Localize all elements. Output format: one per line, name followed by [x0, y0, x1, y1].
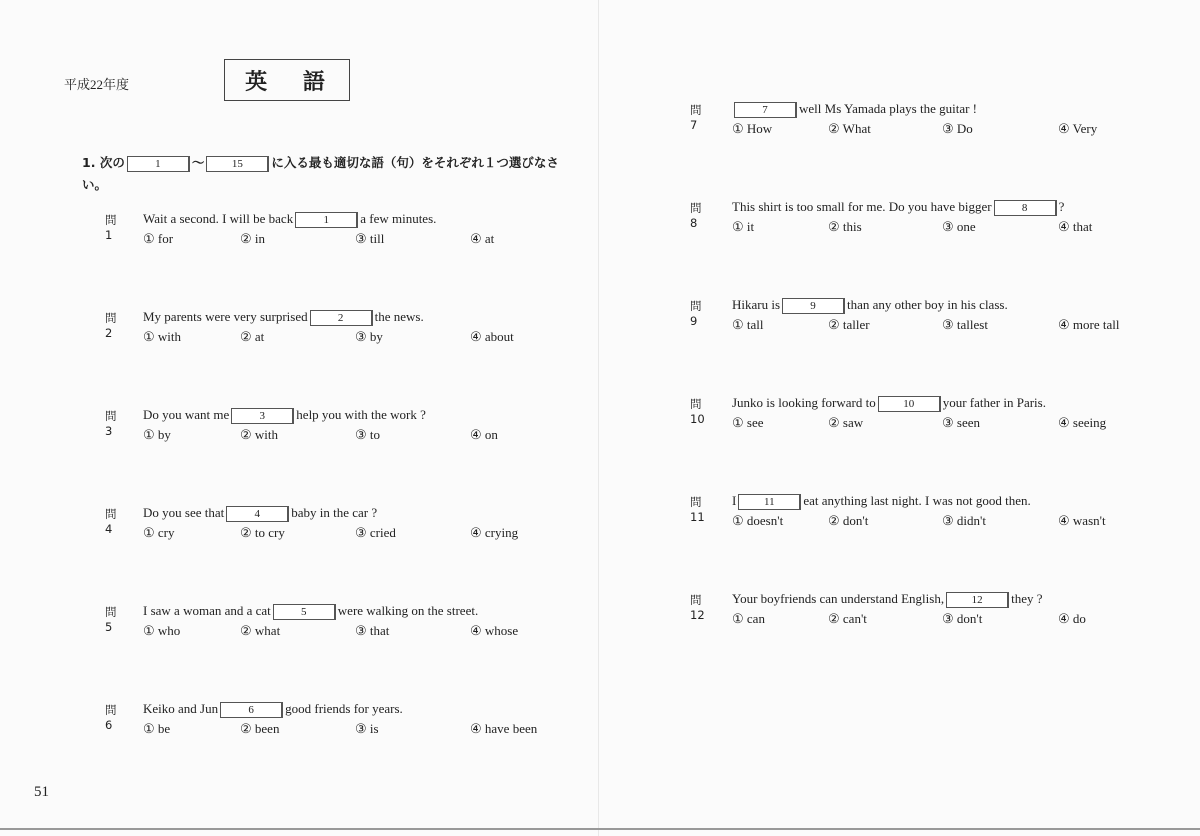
answer-blank: 1	[295, 212, 358, 228]
sentence-post: eat anything last night. I was not good then.	[803, 493, 1031, 508]
answer-option[interactable]: ② what	[240, 623, 281, 638]
sentence-post: help you with the work ?	[296, 407, 426, 422]
answer-option[interactable]: ② taller	[828, 317, 870, 332]
answer-option[interactable]: ④ seeing	[1058, 415, 1107, 430]
instruction	[82, 152, 562, 196]
page-gutter	[598, 0, 599, 836]
question-label: 問 2	[105, 311, 117, 340]
subject-title: 英 語	[224, 59, 350, 101]
answer-option[interactable]: ② to cry	[240, 525, 285, 540]
section-number: 1.	[82, 155, 96, 170]
instruction-pre: 次の	[99, 155, 125, 170]
question-label: 問 4	[105, 507, 117, 536]
answer-option[interactable]: ② at	[240, 329, 265, 344]
sentence-post: the news.	[374, 309, 424, 324]
answer-option[interactable]: ③ till	[355, 231, 385, 246]
answer-blank: 1	[127, 156, 190, 172]
answer-option[interactable]: ③ don't	[942, 611, 983, 626]
question-sentence	[732, 199, 1064, 216]
answer-option[interactable]: ② with	[240, 427, 279, 442]
sentence-post: were walking on the street.	[337, 603, 479, 618]
answer-option[interactable]: ② can't	[828, 611, 867, 626]
answer-option[interactable]: ③ one	[942, 219, 976, 234]
answer-option[interactable]: ③ seen	[942, 415, 981, 430]
answer-blank: 9	[782, 298, 845, 314]
answer-option[interactable]: ④ do	[1058, 611, 1086, 626]
answer-option[interactable]: ② saw	[828, 415, 864, 430]
answer-blank: 12	[946, 592, 1009, 608]
answer-option[interactable]: ③ tallest	[942, 317, 988, 332]
answer-option[interactable]: ③ by	[355, 329, 383, 344]
instruction-sep: 〜	[191, 155, 205, 170]
question-sentence	[143, 407, 426, 424]
answer-option[interactable]: ① who	[143, 623, 181, 638]
question-sentence	[143, 603, 478, 620]
question-sentence	[732, 297, 1008, 314]
question-sentence	[732, 591, 1042, 608]
answer-blank: 7	[734, 102, 797, 118]
question-sentence	[143, 505, 377, 522]
question-label: 問 5	[105, 605, 117, 634]
sentence-post: well Ms Yamada plays the guitar !	[799, 101, 978, 116]
question-sentence	[143, 701, 403, 718]
exam-year: 平成22年度	[64, 77, 130, 92]
sentence-pre: I	[732, 493, 737, 508]
sentence-post: good friends for years.	[285, 701, 403, 716]
answer-option[interactable]: ③ didn't	[942, 513, 986, 528]
answer-option[interactable]: ② this	[828, 219, 862, 234]
answer-option[interactable]: ③ to	[355, 427, 381, 442]
answer-option[interactable]: ② don't	[828, 513, 869, 528]
page-edge	[0, 828, 1200, 830]
answer-option[interactable]: ① tall	[732, 317, 764, 332]
answer-blank: 11	[738, 494, 801, 510]
answer-option[interactable]: ④ at	[470, 231, 495, 246]
question-label: 問 10	[690, 397, 705, 426]
instruction-post: に入る最も適切な語（句）をそれぞれ１つ選びなさい。	[82, 155, 559, 192]
sentence-pre: Junko is looking forward to	[732, 395, 876, 410]
question-sentence	[732, 101, 977, 118]
answer-option[interactable]: ① by	[143, 427, 171, 442]
answer-option[interactable]: ① cry	[143, 525, 175, 540]
sentence-pre: Do you want me	[143, 407, 230, 422]
sentence-pre: This shirt is too small for me. Do you have bigger	[732, 199, 992, 214]
page-number: 51	[34, 784, 49, 800]
question-label: 問 9	[690, 299, 702, 328]
answer-option[interactable]: ① for	[143, 231, 174, 246]
answer-blank: 2	[310, 310, 373, 326]
answer-option[interactable]: ② What	[828, 121, 871, 136]
question-label: 問 11	[690, 495, 705, 524]
answer-option[interactable]: ④ on	[470, 427, 498, 442]
answer-option[interactable]: ④ about	[470, 329, 514, 344]
answer-option[interactable]: ① can	[732, 611, 765, 626]
answer-blank: 6	[220, 702, 283, 718]
sentence-post: than any other boy in his class.	[847, 297, 1008, 312]
sentence-post: ?	[1058, 199, 1065, 214]
answer-option[interactable]: ② been	[240, 721, 280, 736]
question-label: 問 8	[690, 201, 702, 230]
question-sentence	[143, 309, 424, 326]
answer-option[interactable]: ④ that	[1058, 219, 1093, 234]
answer-option[interactable]: ④ more tall	[1058, 317, 1120, 332]
sentence-pre: My parents were very surprised	[143, 309, 308, 324]
answer-option[interactable]: ④ crying	[470, 525, 519, 540]
answer-option[interactable]: ④ have been	[470, 721, 538, 736]
question-sentence	[732, 395, 1046, 412]
answer-blank: 10	[878, 396, 941, 412]
answer-blank: 8	[994, 200, 1057, 216]
sentence-pre: Hikaru is	[732, 297, 781, 312]
question-sentence	[732, 493, 1031, 510]
sentence-pre: I saw a woman and a cat	[143, 603, 271, 618]
answer-blank: 15	[206, 156, 269, 172]
answer-option[interactable]: ④ wasn't	[1058, 513, 1106, 528]
answer-option[interactable]: ① doesn't	[732, 513, 784, 528]
answer-option[interactable]: ③ is	[355, 721, 379, 736]
answer-blank: 3	[231, 408, 294, 424]
question-label: 問 3	[105, 409, 117, 438]
sentence-post: your father in Paris.	[942, 395, 1046, 410]
answer-option[interactable]: ③ cried	[355, 525, 396, 540]
sentence-post: a few minutes.	[360, 211, 437, 226]
sentence-pre: Keiko and Jun	[143, 701, 219, 716]
answer-option[interactable]: ④ Very	[1058, 121, 1098, 136]
sentence-post: baby in the car ?	[291, 505, 378, 520]
answer-option[interactable]: ② in	[240, 231, 266, 246]
sentence-pre: Wait a second. I will be back	[143, 211, 294, 226]
answer-option[interactable]: ① see	[732, 415, 764, 430]
question-label: 問 12	[690, 593, 705, 622]
question-label: 問 1	[105, 213, 117, 242]
answer-blank: 4	[226, 506, 289, 522]
answer-option[interactable]: ① How	[732, 121, 773, 136]
sentence-pre: Do you see that	[143, 505, 225, 520]
answer-option[interactable]: ③ that	[355, 623, 390, 638]
question-label: 問 7	[690, 103, 702, 132]
answer-option[interactable]: ① with	[143, 329, 182, 344]
answer-option[interactable]: ④ whose	[470, 623, 519, 638]
question-sentence	[143, 211, 436, 228]
answer-blank: 5	[273, 604, 336, 620]
answer-option[interactable]: ① be	[143, 721, 171, 736]
answer-option[interactable]: ③ Do	[942, 121, 973, 136]
sentence-pre: Your boyfriends can understand English,	[732, 591, 945, 606]
answer-option[interactable]: ① it	[732, 219, 755, 234]
sentence-post: they ?	[1011, 591, 1043, 606]
question-label: 問 6	[105, 703, 117, 732]
